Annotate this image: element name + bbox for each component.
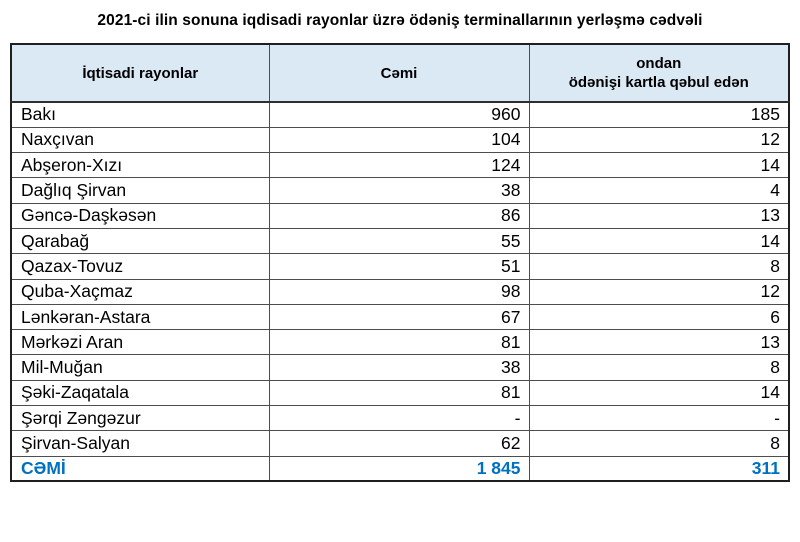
total-cell: 67 <box>269 304 529 329</box>
total-cell: 104 <box>269 127 529 152</box>
header-card-line2: ödənişi kartla qəbul edən <box>568 74 749 91</box>
region-cell: Abşeron-Xızı <box>11 153 269 178</box>
table-row <box>11 304 789 329</box>
total-cell: 124 <box>269 153 529 178</box>
table-body <box>11 102 789 456</box>
card-cell: - <box>529 406 789 431</box>
total-cell: 51 <box>269 254 529 279</box>
region-cell: Mil-Muğan <box>11 355 269 380</box>
total-cell: 38 <box>269 178 529 203</box>
total-cell: 62 <box>269 431 529 456</box>
card-cell: 13 <box>529 203 789 228</box>
header-card-line1: ondan <box>636 55 682 72</box>
total-row <box>11 456 789 481</box>
header-row <box>11 44 789 102</box>
region-cell: Mərkəzi Aran <box>11 330 269 355</box>
table-row <box>11 178 789 203</box>
total-cell: 38 <box>269 355 529 380</box>
card-cell: 8 <box>529 431 789 456</box>
region-cell: Gəncə-Daşkəsən <box>11 203 269 228</box>
region-cell: Quba-Xaçmaz <box>11 279 269 304</box>
card-cell: 185 <box>529 102 789 127</box>
table-row <box>11 102 789 127</box>
table-row <box>11 127 789 152</box>
region-cell: Şərqi Zəngəzur <box>11 406 269 431</box>
region-cell: Şəki-Zaqatala <box>11 380 269 405</box>
table-row <box>11 355 789 380</box>
region-cell: Lənkəran-Astara <box>11 304 269 329</box>
table-row <box>11 279 789 304</box>
card-cell: 6 <box>529 304 789 329</box>
region-cell: Dağlıq Şirvan <box>11 178 269 203</box>
region-cell: Şirvan-Salyan <box>11 431 269 456</box>
region-cell: Qazax-Tovuz <box>11 254 269 279</box>
total-row-total: 1 845 <box>269 456 529 481</box>
table-header <box>11 44 789 102</box>
table-row <box>11 203 789 228</box>
header-region: İqtisadi rayonlar <box>11 44 269 102</box>
total-cell: - <box>269 406 529 431</box>
region-cell: Bakı <box>11 102 269 127</box>
total-row-card: 311 <box>529 456 789 481</box>
total-cell: 960 <box>269 102 529 127</box>
table-row <box>11 380 789 405</box>
table-footer <box>11 456 789 481</box>
card-cell: 14 <box>529 380 789 405</box>
table-row <box>11 431 789 456</box>
header-card <box>529 44 789 102</box>
card-cell: 12 <box>529 279 789 304</box>
region-cell: Naxçıvan <box>11 127 269 152</box>
total-row-label: CƏMİ <box>11 456 269 481</box>
card-cell: 8 <box>529 254 789 279</box>
total-cell: 86 <box>269 203 529 228</box>
table-row <box>11 406 789 431</box>
page-title: 2021-ci ilin sonuna iqdisadi rayonlar üzrə ödəniş terminallarının yerləşmə cədvəli <box>97 12 703 29</box>
total-cell: 81 <box>269 380 529 405</box>
card-cell: 14 <box>529 228 789 253</box>
card-cell: 8 <box>529 355 789 380</box>
total-cell: 55 <box>269 228 529 253</box>
table-row <box>11 153 789 178</box>
total-cell: 81 <box>269 330 529 355</box>
header-total: Cəmi <box>269 44 529 102</box>
card-cell: 14 <box>529 153 789 178</box>
card-cell: 13 <box>529 330 789 355</box>
table-row <box>11 254 789 279</box>
total-cell: 98 <box>269 279 529 304</box>
region-cell: Qarabağ <box>11 228 269 253</box>
card-cell: 12 <box>529 127 789 152</box>
table-row <box>11 330 789 355</box>
card-cell: 4 <box>529 178 789 203</box>
regions-terminals-table <box>10 43 790 482</box>
table-row <box>11 228 789 253</box>
